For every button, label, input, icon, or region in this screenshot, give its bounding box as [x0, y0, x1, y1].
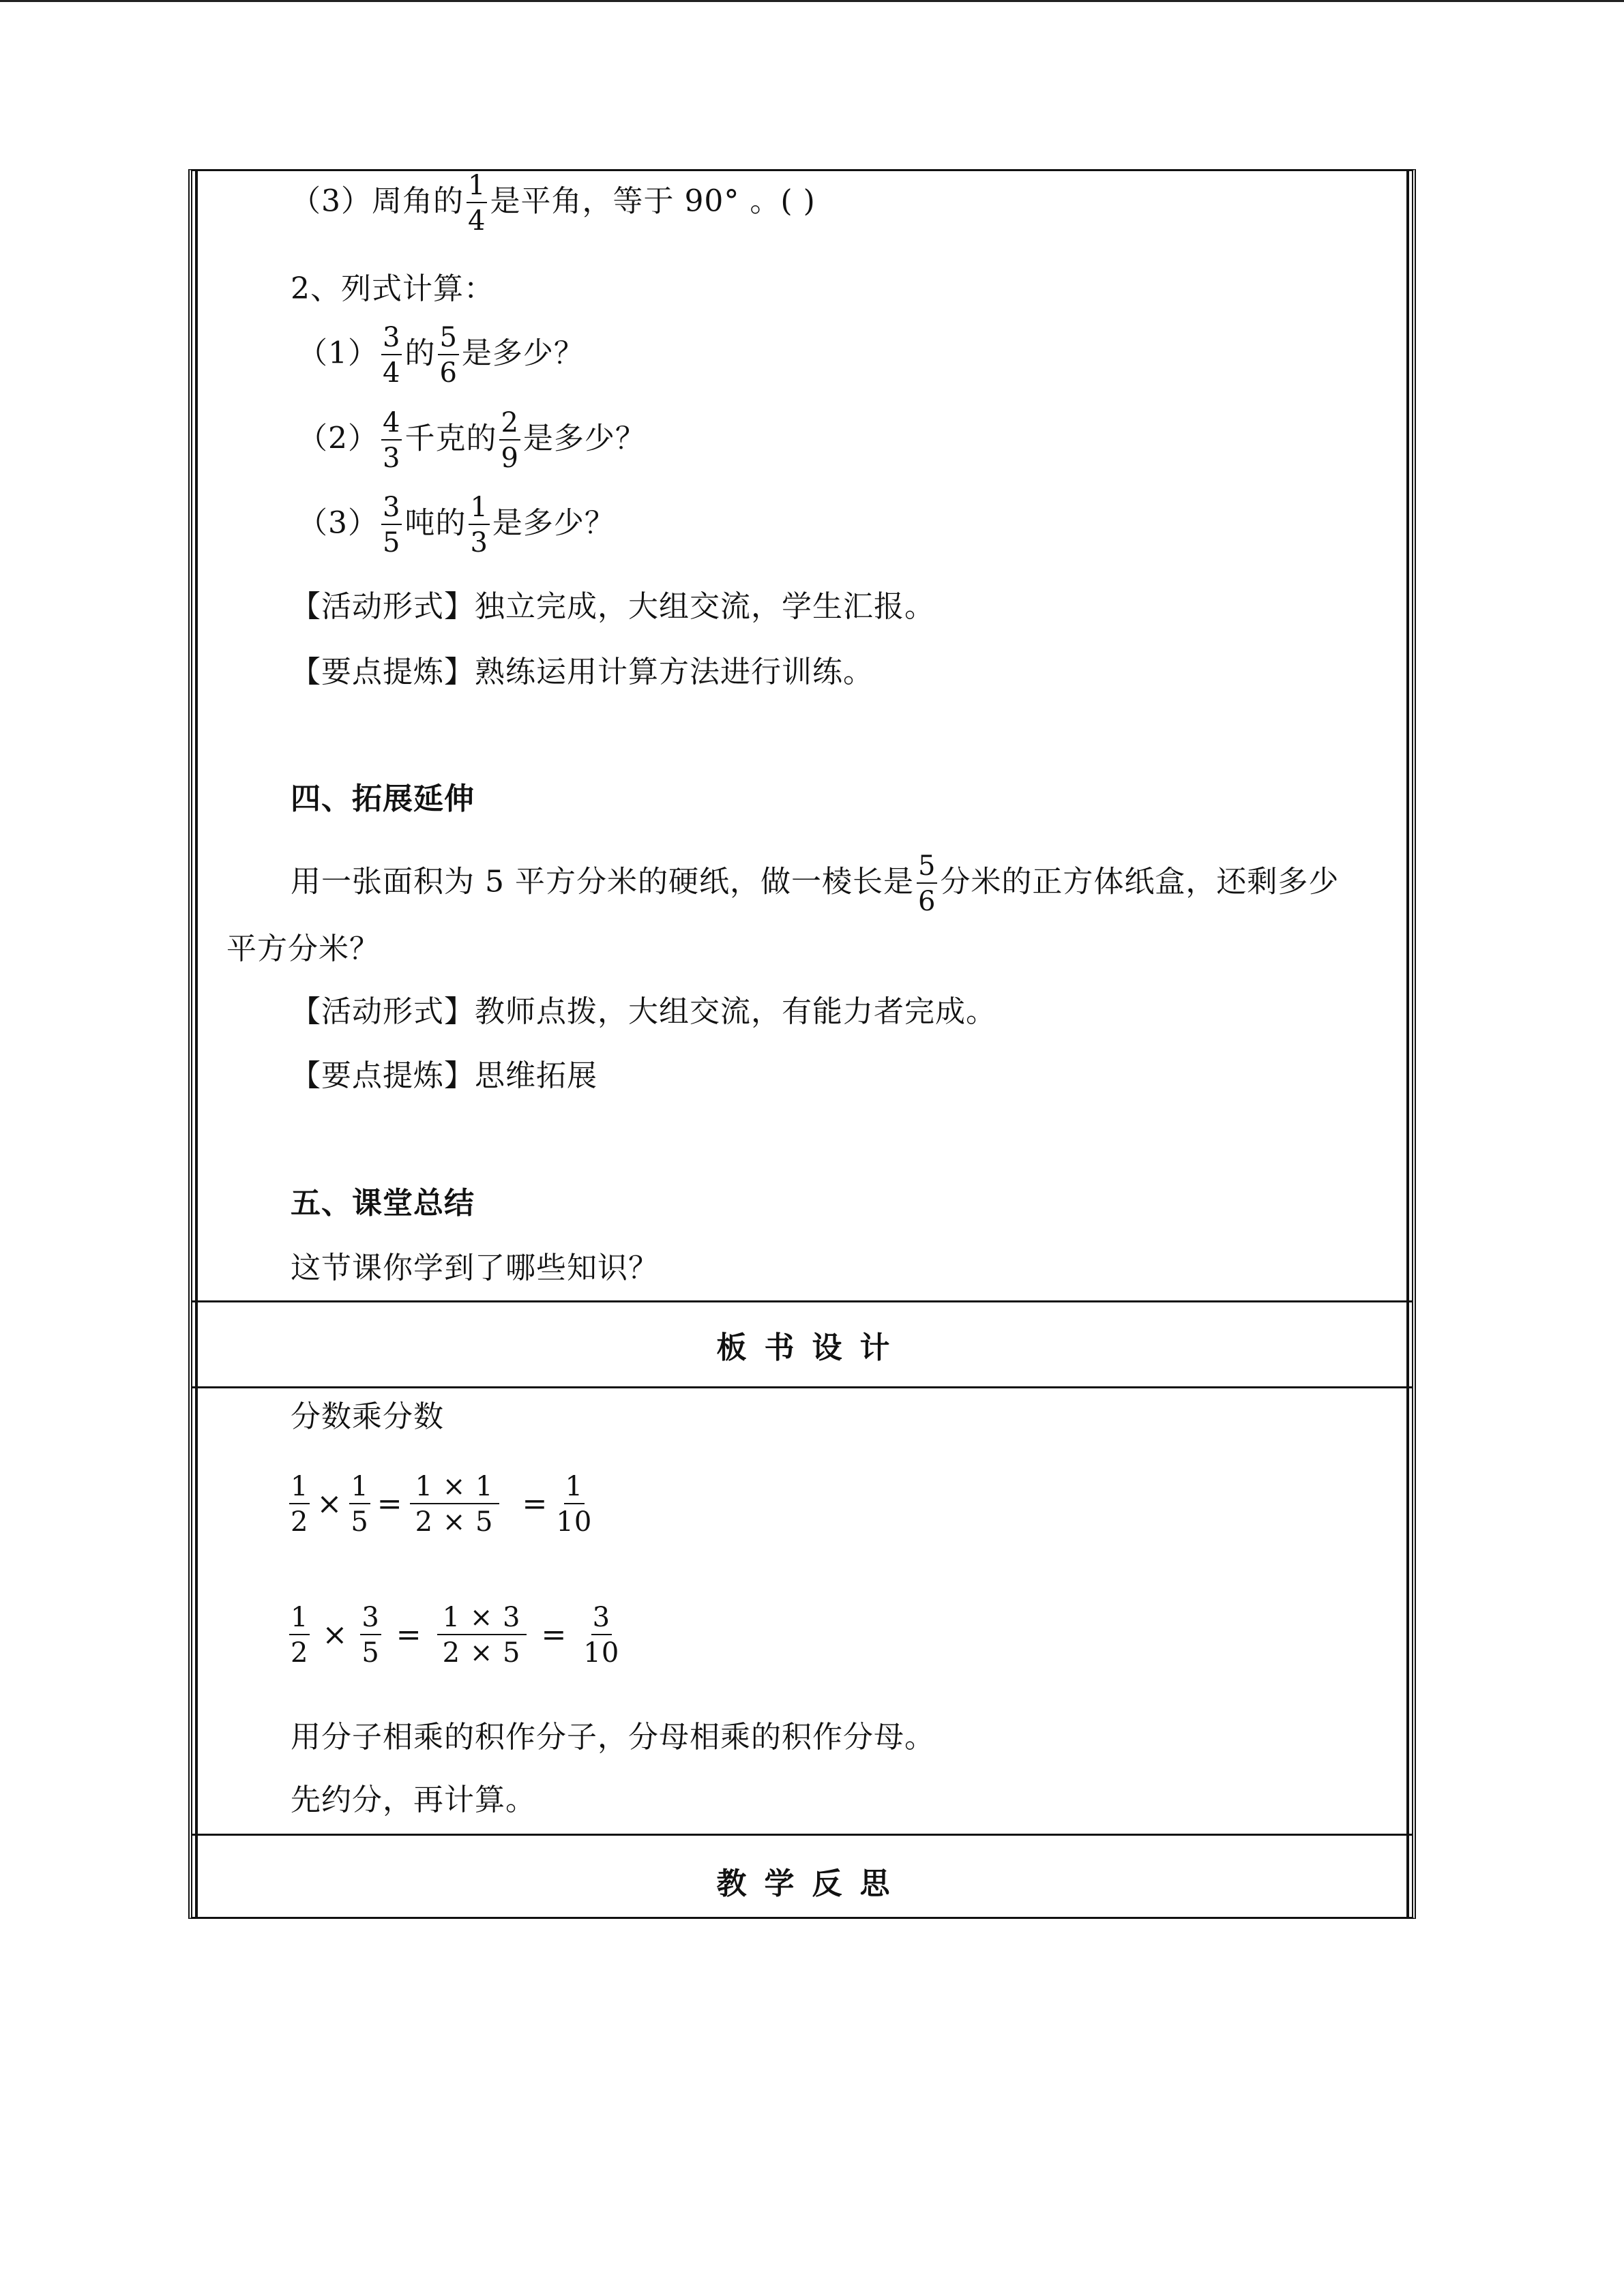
calc-item-1: （1） $\frac{3}{4}$ 的 $\frac{5}{6}$ 是多少？: [297, 322, 585, 389]
activity-form: 【活动形式】教师点拨，大组交流，有能力者完成。: [291, 994, 996, 1029]
board-subtitle: 分数乘分数: [291, 1399, 444, 1434]
key-point: 【要点提炼】熟练运用计算方法进行训练。: [291, 655, 874, 689]
calc-item-3: （3） $\frac{3}{5}$ 吨的 $\frac{1}{3}$ 是多少？: [297, 492, 615, 558]
row-divider: [192, 1834, 1412, 1836]
board-design-title: 板书设计: [716, 1330, 908, 1365]
summary-question: 这节课你学到了哪些知识？: [291, 1251, 659, 1285]
row-divider: [192, 1386, 1412, 1388]
section-heading-extension: 四、拓展延伸: [291, 781, 475, 816]
calc-item-2: （2） $\frac{4}{3}$ 千克的 $\frac{2}{9}$ 是多少？: [297, 407, 646, 474]
row-divider: [192, 1300, 1412, 1302]
section-heading-summary: 五、课堂总结: [291, 1186, 475, 1221]
board-equation-2: $\frac{1}{2}$ × $\frac{3}{5}$ = $\frac{1 \times 3}{2 \times 5}$ = $\frac{3}{10}$: [291, 1602, 620, 1669]
board-rule: 用分子相乘的积作分子，分母相乘的积作分母。: [291, 1720, 935, 1755]
extension-problem-cont: 平方分米？: [226, 931, 380, 966]
key-point: 【要点提炼】思维拓展: [291, 1058, 597, 1093]
board-equation-1: $\frac{1}{2}$ × $\frac{1}{5}$ = $\frac{1 \times 1}{2 \times 5}$ = $\frac{1}{10}$: [291, 1471, 593, 1538]
reflection-title: 教学反思: [716, 1866, 908, 1901]
activity-form: 【活动形式】独立完成，大组交流，学生汇报。: [291, 589, 935, 624]
extension-problem: 用一张面积为 5 平方分米的硬纸，做一棱长是 $\frac{5}{6}$ 分米的正方体纸盒，还剩多少: [291, 850, 1340, 917]
board-tip: 先约分，再计算。: [291, 1783, 536, 1817]
true-false-item-3: （3）周角的 $\frac{1}{4}$ 是平角，等于 90° 。( ): [291, 170, 816, 237]
fraction: $\frac{1}{4}$: [468, 170, 486, 237]
calc-title: 2、列式计算：: [291, 271, 494, 306]
